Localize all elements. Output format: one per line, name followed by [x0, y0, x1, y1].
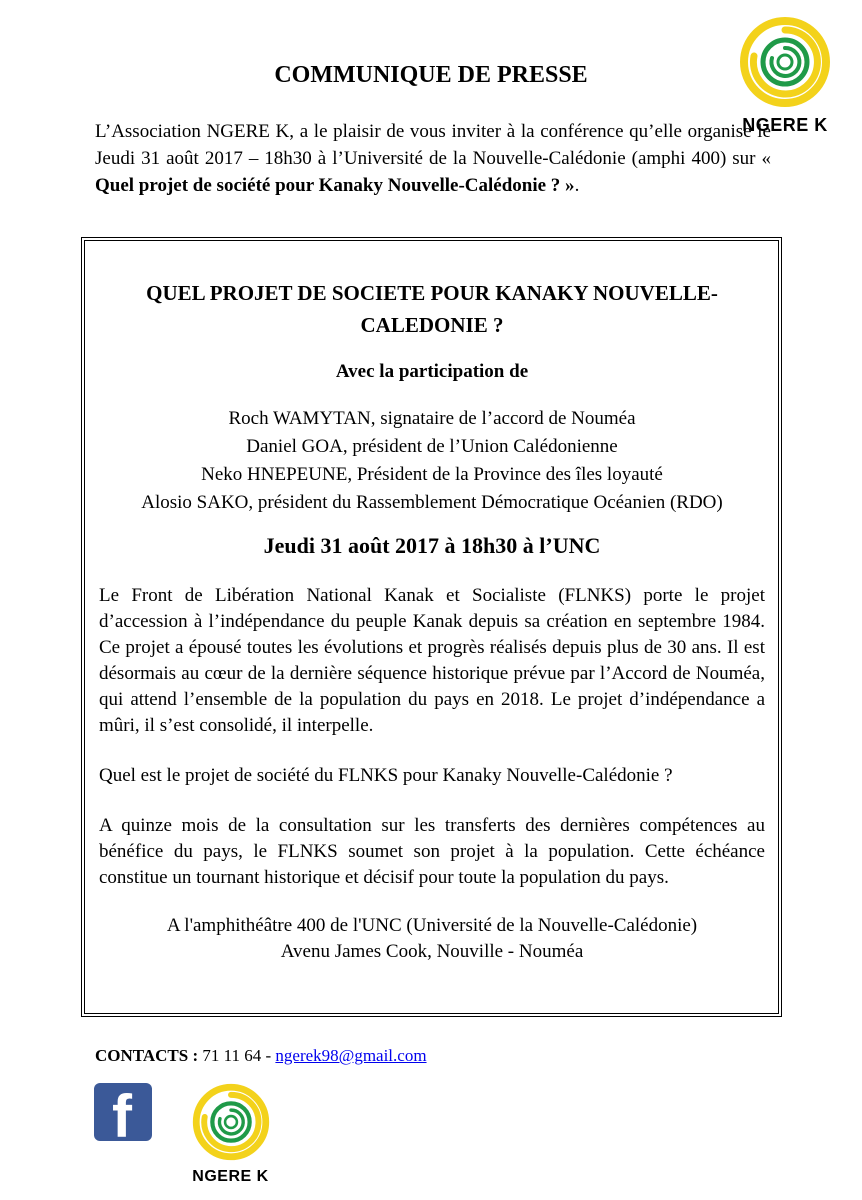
box-heading: QUEL PROJET DE SOCIETE POUR KANAKY NOUVELLE-CALEDONIE ?	[146, 281, 718, 337]
ngere-k-logo-icon	[739, 16, 831, 108]
contacts	[95, 1046, 427, 1066]
facebook-icon[interactable]: f	[94, 1083, 152, 1141]
intro-paragraph	[95, 118, 771, 199]
ngere-k-logo-footer	[183, 1083, 278, 1186]
participant: Neko HNEPEUNE, Président de la Province des îles loyauté	[201, 464, 663, 485]
contacts-email-link[interactable]: ngerek98@gmail.com	[275, 1046, 427, 1065]
contacts-label: CONTACTS :	[95, 1046, 199, 1065]
intro-text: L’Association NGERE K, a le plaisir de vous inviter à la conférence qu’elle organise le Jeudi 31 août 2017 – 18h30 à l’Université de la Nouvelle-Calédonie (amphi 400) sur «	[95, 121, 771, 169]
participant: Alosio SAKO, président du Rassemblement Démocratique Océanien (RDO)	[141, 492, 723, 513]
participant: Daniel GOA, président de l’Union Calédonienne	[246, 436, 618, 457]
paragraph-question: Quel est le projet de société du FLNKS pour Kanaky Nouvelle-Calédonie ?	[99, 765, 673, 786]
intro-end: .	[574, 175, 580, 196]
contacts-phone: 71 11 64 -	[202, 1046, 272, 1065]
paragraph-flnks: Le Front de Libération National Kanak et Socialiste (FLNKS) porte le projet d’accession à l’indépendance du peuple Kanak depuis sa création en septembre 1984. Ce projet a épousé toutes les évolutions et progrès réalisés depuis plus de 30 ans. Il est désormais au cœur de la dernière séquence historique prévue par l’Accord de Nouméa, qui attend l’ensemble de la population du pays en 2018. Le projet d’indépendance a mûri, il s’est consolidé, il interpelle.	[99, 585, 765, 736]
footer-logo-caption: NGERE K	[192, 1168, 269, 1185]
venue-line-2: Avenu James Cook, Nouville - Nouméa	[280, 941, 584, 962]
venue	[99, 913, 765, 965]
paragraph-consultation: A quinze mois de la consultation sur les transferts des dernières compétences au bénéfice du pays, le FLNKS soumet son projet à la population. Cette échéance constitue un tournant historique et décisif pour toute la population du pays.	[99, 815, 765, 888]
participant: Roch WAMYTAN, signataire de l’accord de Nouméa	[228, 408, 636, 429]
participants-list	[99, 405, 765, 517]
event-date: Jeudi 31 août 2017 à 18h30 à l’UNC	[263, 533, 601, 558]
venue-line-1: A l'amphithéâtre 400 de l'UNC (Université de la Nouvelle-Calédonie)	[166, 915, 698, 936]
invitation-box	[81, 237, 782, 1017]
intro-conference-title: Quel projet de société pour Kanaky Nouvelle-Calédonie ? »	[95, 175, 575, 196]
logo-caption: NGERE K	[742, 115, 828, 135]
page-title: COMMUNIQUE DE PRESSE	[274, 62, 588, 88]
ngere-k-logo-footer-icon	[192, 1083, 270, 1161]
participation-label: Avec la participation de	[335, 361, 529, 382]
